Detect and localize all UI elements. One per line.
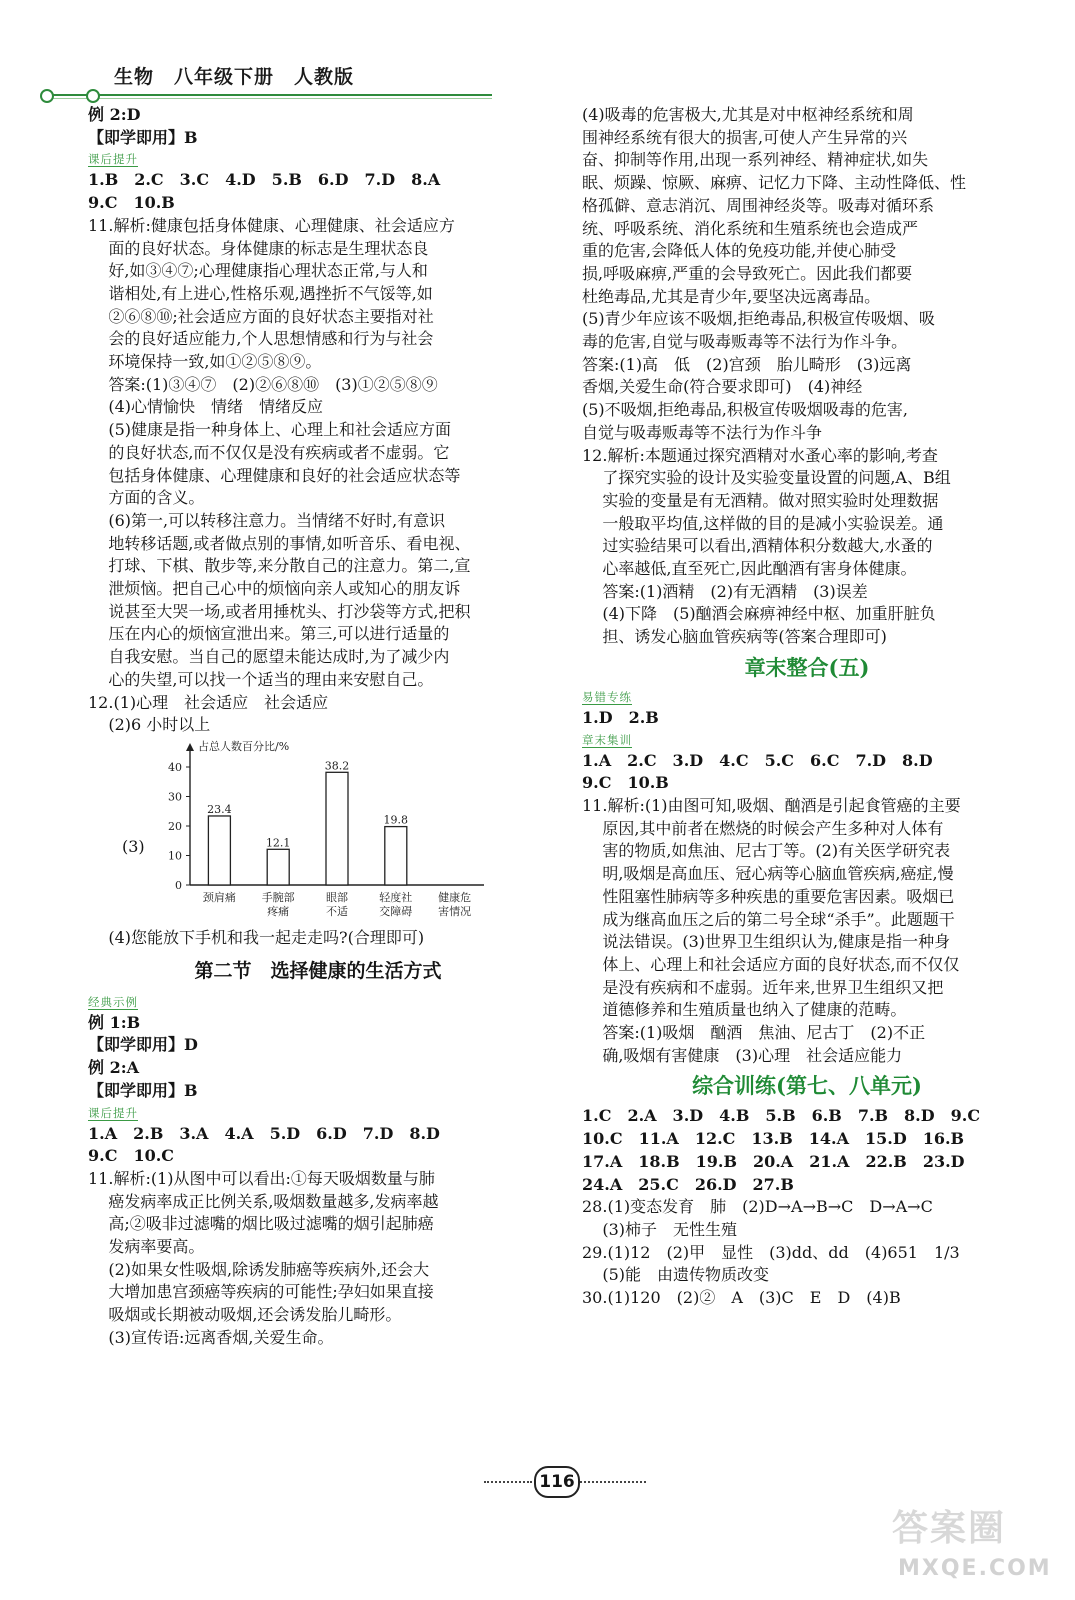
answer-line: 【即学即用】D	[88, 1035, 198, 1055]
bar-chart-block	[88, 737, 548, 927]
y-axis-label: 占总人数百分比/%	[198, 739, 290, 753]
text-line: (5)不吸烟,拒绝毒品,积极宣传吸烟吸毒的危害,	[582, 400, 908, 420]
text-line: (5)青少年应该不吸烟,拒绝毒品,积极宣传吸烟、吸	[582, 309, 935, 329]
answer-line: 9.C 10.C	[88, 1146, 175, 1166]
text-line: 原因,其中前者在燃烧的时候会产生多种对人体有	[582, 818, 944, 838]
text-line: 泄烦恼。把自己心中的烦恼向亲人或知心的朋友诉	[88, 579, 461, 599]
text-line: 高;②吸非过滤嘴的烟比吸过滤嘴的烟引起肺癌	[88, 1214, 434, 1234]
text-line: 发病率要高。	[88, 1237, 205, 1257]
section-tag	[88, 149, 548, 169]
text-line: 面的良好状态。身体健康的标志是生理状态良	[88, 238, 429, 258]
text-line: 眠、烦躁、惊厥、麻痹、记忆力下降、主动性降低、性	[582, 173, 967, 193]
right-column	[582, 104, 1032, 1310]
text-line: 害的物质,如焦油、尼古丁等。(2)有关医学研究表	[582, 841, 951, 861]
answer-line: 10.C 11.A 12.C 13.B 14.A 15.D 16.B	[582, 1129, 965, 1149]
text-line: (4)心情愉快 情绪 情绪反应	[88, 397, 324, 417]
text-line: 好,如③④⑦;心理健康指心理状态正常,与人和	[88, 261, 428, 281]
x-tick-label: 颈肩痛	[202, 890, 236, 904]
bar	[326, 772, 348, 885]
bar	[208, 816, 230, 885]
text-line: ②⑥⑧⑩;社会适应方面的良好状态主要指对社	[88, 306, 434, 326]
header-circle-icon	[40, 89, 54, 103]
text-line: 28.(1)变态发育 肺 (2)D→A→B→C D→A→C	[582, 1197, 933, 1217]
page-footer	[0, 1462, 1075, 1502]
header-rule	[42, 94, 492, 96]
text-line: 了探究实验的设计及实验变量设置的问题,A、B组	[582, 468, 951, 488]
text-line: 杜绝毒品,尤其是青少年,要坚决远离毒品。	[582, 286, 881, 306]
text-line: (3)柿子 无性生殖	[582, 1219, 738, 1239]
text-line: 11.解析:(1)从图中可以看出:①每天吸烟数量与肺	[88, 1168, 435, 1188]
text-line: 大增加患宫颈癌等疾病的可能性;孕妇如果直接	[88, 1282, 434, 1302]
answer-line: 1.C 2.A 3.D 4.B 5.B 6.B 7.B 8.D 9.C	[582, 1106, 981, 1126]
footer-dotted-rule	[580, 1481, 646, 1483]
x-tick-label: 轻度社	[379, 890, 413, 904]
text-line: 格孤僻、意志消沉、周围神经炎等。吸毒对循环系	[582, 195, 935, 215]
bar-chart	[148, 737, 508, 927]
text-line: 答案:(1)吸烟 酗酒 焦油、尼古丁 (2)不正	[582, 1023, 926, 1043]
section-tag-text: 易错专练	[582, 689, 632, 704]
section-title: 第二节 选择健康的生活方式	[194, 959, 442, 982]
text-line: 谐相处,有上进心,性格乐观,遇挫折不气馁等,如	[88, 283, 433, 303]
text-line: 重的危害,会降低人体的免疫功能,并使心肺受	[582, 241, 897, 261]
y-tick-label: 10	[168, 849, 182, 863]
text-line: 答案:(1)③④⑦ (2)②⑥⑧⑩ (3)①②⑤⑧⑨	[88, 374, 438, 394]
footer-dotted-rule	[484, 1481, 532, 1483]
bar-value-label: 23.4	[207, 802, 232, 816]
y-tick-label: 0	[175, 878, 182, 892]
text-line: 12.(1)心理 社会适应 社会适应	[88, 692, 329, 712]
text-line: 自觉与吸毒贩毒等不法行为作斗争	[582, 422, 823, 442]
text-line: 自我安慰。当自己的愿望未能达成时,为了减少内	[88, 647, 450, 667]
section-tag	[582, 687, 1032, 707]
text-line: (6)第一,可以转移注意力。当情绪不好时,有意识	[88, 510, 446, 530]
y-tick-label: 20	[168, 819, 182, 833]
section-tag-text: 课后提升	[88, 152, 138, 167]
text-line: 会的良好适应能力,个人思想情感和行为与社会	[88, 329, 434, 349]
text-line: (4)吸毒的危害极大,尤其是对中枢神经系统和周	[582, 105, 914, 124]
page-number: 116	[534, 1466, 580, 1498]
bar	[267, 849, 289, 885]
text-line: 确,吸烟有害健康 (3)心理 社会适应能力	[582, 1045, 903, 1065]
watermark-url: MXQE.COM	[898, 1556, 1052, 1581]
x-tick-label: 交障碍	[379, 904, 413, 918]
answer-line: 1.B 2.C 3.C 4.D 5.B 6.D 7.D 8.A	[88, 170, 441, 190]
text-line: 担、诱发心脑血管疾病等(答案合理即可)	[582, 627, 887, 647]
text-line: 压在内心的烦恼宣泄出来。第三,可以进行适量的	[88, 624, 450, 644]
answer-line: 1.A 2.B 3.A 4.A 5.D 6.D 7.D 8.D	[88, 1123, 440, 1143]
answer-line: 24.A 25.C 26.D 27.B	[582, 1174, 794, 1194]
text-line: 损,呼吸麻痹,严重的会导致死亡。因此我们都要	[582, 263, 913, 283]
text-line: 答案:(1)高 低 (2)宫颈 胎儿畸形 (3)远离	[582, 354, 912, 374]
header-rule-thin	[42, 98, 492, 99]
text-line: 毒的危害,自觉与吸毒贩毒等不法行为作斗争。	[582, 332, 908, 352]
x-tick-label: 疼痛	[267, 904, 290, 918]
section-tag	[582, 730, 1032, 750]
header-circle-icon	[86, 89, 100, 103]
section-tag	[88, 1103, 548, 1123]
text-line: 奋、抑制等作用,出现一系列神经、精神症状,如失	[582, 150, 929, 170]
answer-line: 1.A 2.C 3.D 4.C 5.C 6.C 7.D 8.D	[582, 750, 933, 770]
text-line: 11.解析:(1)由图可知,吸烟、酗酒是引起食管癌的主要	[582, 795, 961, 815]
section-tag	[88, 992, 548, 1012]
text-line: 是没有疾病和不虚弱。近年来,世界卫生组织又把	[582, 977, 944, 997]
text-line: 的良好状态,而不仅仅是没有疾病或者不虚弱。它	[88, 442, 450, 462]
y-tick-label: 30	[168, 790, 182, 804]
answer-line: 【即学即用】B	[88, 127, 198, 147]
left-column	[88, 104, 548, 1350]
text-line: 心率越低,直至死亡,因此酗酒有害身体健康。	[582, 559, 917, 579]
text-line: 答案:(1)酒精 (2)有无酒精 (3)误差	[582, 581, 868, 601]
section-tag-text: 章末集训	[582, 732, 632, 747]
text-line: 过实验结果可以看出,酒精体积分数越大,水蚤的	[582, 536, 933, 556]
bar-value-label: 19.8	[383, 813, 409, 827]
chapter-title: 综合训练(第七、八单元)	[692, 1073, 922, 1099]
text-line: 11.解析:健康包括身体健康、心理健康、社会适应方	[88, 215, 455, 235]
answer-line: 9.C 10.B	[582, 773, 669, 793]
text-line: (5)健康是指一种身体上、心理上和社会适应方面	[88, 420, 452, 440]
bar	[385, 827, 407, 885]
text-line: 道德修养和生殖质量也纳入了健康的范畴。	[582, 1000, 907, 1020]
text-line: (4)下降 (5)酗酒会麻痹神经中枢、加重肝脏负	[582, 604, 936, 624]
text-line: (5)能 由遗传物质改变	[582, 1265, 770, 1285]
text-line: 一般取平均值,这样做的目的是减小实验误差。通	[582, 513, 944, 533]
text-line: 统、呼吸系统、消化系统和生殖系统也会造成严	[582, 218, 919, 238]
text-line: 包括身体健康、心理健康和良好的社会适应状态等	[88, 465, 461, 485]
text-line: 成为继高血压之后的第二号全球“杀手”。此题题干	[582, 909, 955, 929]
answer-line: 例 1:B	[88, 1012, 141, 1032]
text-line: 明,吸烟是高血压、冠心病等心脑血管疾病,癌症,慢	[582, 864, 954, 884]
text-line: 30.(1)120 (2)② A (3)C E D (4)B	[582, 1288, 901, 1308]
text-line: 说甚至大哭一场,或者用捶枕头、打沙袋等方式,把积	[88, 601, 471, 621]
text-line: 香烟,关爱生命(符合要求即可) (4)神经	[582, 377, 863, 397]
text-line: (4)您能放下手机和我一起走走吗?(合理即可)	[88, 927, 425, 947]
text-line: (3)宣传语:远离香烟,关爱生命。	[88, 1327, 334, 1347]
text-line: 12.解析:本题通过探究酒精对水蚤心率的影响,考查	[582, 445, 938, 465]
text-line: 说法错误。(3)世界卫生组织认为,健康是指一种身	[582, 932, 951, 952]
chapter-title: 章末整合(五)	[744, 654, 870, 680]
x-tick-label: 健康危	[438, 890, 472, 904]
x-tick-label: 眼部	[326, 890, 348, 904]
text-line: (2)如果女性吸烟,除诱发肺癌等疾病外,还会大	[88, 1259, 430, 1279]
text-line: 环境保持一致,如①②⑤⑧⑨。	[88, 352, 322, 372]
text-line: 打球、下棋、散步等,来分散自己的注意力。第二,宣	[88, 556, 471, 576]
answer-line: 【即学即用】B	[88, 1080, 198, 1100]
text-line: 癌发病率成正比例关系,吸烟数量越多,发病率越	[88, 1191, 439, 1211]
y-axis-arrow-icon	[186, 743, 194, 751]
answer-line: 1.D 2.B	[582, 707, 659, 727]
text-line: 29.(1)12 (2)甲 显性 (3)dd、dd (4)651 1/3	[582, 1242, 960, 1262]
answer-line: 例 2:A	[88, 1058, 140, 1078]
answer-line: 例 2:D	[88, 105, 141, 124]
text-line: 方面的含义。	[88, 488, 205, 508]
section-tag-text: 课后提升	[88, 1105, 138, 1120]
text-line: (2)6 小时以上	[88, 715, 211, 735]
bar-value-label: 38.2	[324, 759, 350, 773]
x-tick-label: 害情况	[438, 904, 472, 918]
section-tag-text: 经典示例	[88, 994, 138, 1009]
y-tick-label: 40	[168, 760, 182, 774]
text-line: 吸烟或长期被动吸烟,还会诱发胎儿畸形。	[88, 1305, 402, 1325]
text-line: 心的失望,可以找一个适当的理由来安慰自己。	[88, 669, 434, 689]
chart-question-label: (3)	[122, 836, 145, 856]
page-header	[40, 58, 500, 108]
text-line: 围神经系统有很大的损害,可使人产生异常的兴	[582, 127, 908, 147]
header-title: 生物 八年级下册 人教版	[114, 66, 355, 88]
answer-line: 9.C 10.B	[88, 193, 175, 213]
text-line: 性阻塞性肺病等多种疾患的重要危害因素。吸烟已	[582, 886, 955, 906]
text-line: 地转移话题,或者做点别的事情,如听音乐、看电视、	[88, 533, 471, 553]
text-line: 体上、心理上和社会适应方面的良好状态,而不仅仅	[582, 954, 960, 974]
answer-line: 17.A 18.B 19.B 20.A 21.A 22.B 23.D	[582, 1151, 965, 1171]
bar-value-label: 12.1	[265, 836, 291, 850]
watermark-logo	[892, 1500, 1070, 1596]
x-tick-label: 手腕部	[261, 890, 295, 904]
text-line: 实验的变量是有无酒精。做对照实验时处理数据	[582, 490, 939, 510]
watermark-text: 答案圈	[892, 1508, 1007, 1549]
x-tick-label: 不适	[326, 904, 348, 918]
